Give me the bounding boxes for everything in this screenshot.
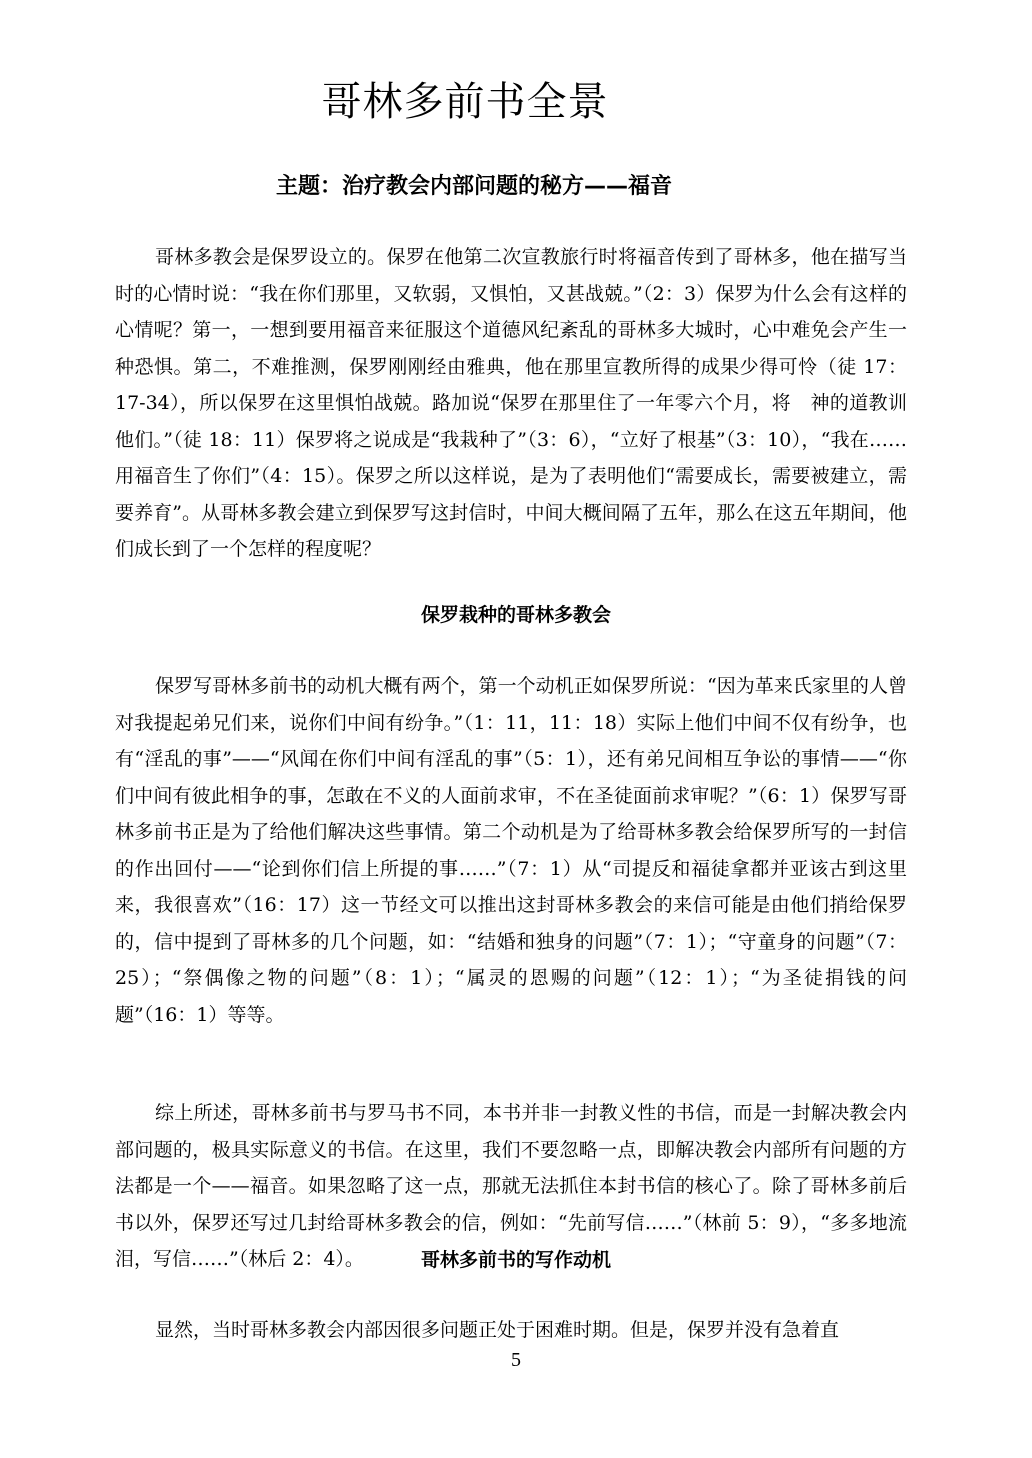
document-title: 哥林多前书全景 [321, 79, 609, 125]
section-heading-1: 保罗栽种的哥林多教会 [420, 604, 611, 626]
section-heading-2: 哥林多前书的写作动机 [420, 1249, 611, 1271]
page-number: 5 [511, 1349, 521, 1371]
paragraph-1: 哥林多教会是保罗设立的。保罗在他第二次宣教旅行时将福音传到了哥林多，他在描写当时的心情时说：“我在你们那里，又软弱，又惧怕，又甚战兢。”（2：3）保罗为什么会有这样的心情呢？第一，一想到要用福音来征服这个道德风纪紊乱的哥林多大城时，心中难免会产生一种恐惧。第二，不难推测，保罗刚刚经由雅典，他在那里宣教所得的成果少得可怜（徒 17：17-34），所以保罗在这里惧怕战兢。路加说“保罗在那里住了一年零六个月，将 神的道教训他们。”（徒 18：11）保罗将之说成是“我栽种了”（3：6），“立好了根基”（3：10），“我在……用福音生了你们”（4：15）。保罗之所以这样说，是为了表明他们“需要成长，需要被建立，需要养育”。从哥林多教会建立到保罗写这封信时，中间大概间隔了五年，那么在这五年期间，他们成长到了一个怎样的程度呢？ [115, 246, 907, 560]
theme-heading: 主题：治疗教会内部问题的秘方——福音 [275, 174, 672, 199]
paragraph-2: 保罗写哥林多前书的动机大概有两个，第一个动机正如保罗所说：“因为革来氏家里的人曾对我提起弟兄们来，说你们中间有纷争。”（1：11，11：18）实际上他们中间不仅有纷争，也有“淫乱的事”——“风闻在你们中间有淫乱的事”（5：1），还有弟兄间相互争讼的事情——“你们中间有彼此相争的事，怎敢在不义的人面前求审，不在圣徒面前求审呢？”（6：1）保罗写哥林多前书正是为了给他们解决这些事情。第二个动机是为了给哥林多教会给保罗所写的一封信的作出回付——“论到你们信上所提的事……”（7：1）从“司提反和福徒拿都并亚该古到这里来，我很喜欢”（16：17）这一节经文可以推出这封哥林多教会的来信可能是由他们捎给保罗的，信中提到了哥林多的几个问题，如：“结婚和独身的问题”（7：1）；“守童身的问题”（7：25）；“祭偶像之物的问题”（8：1）；“属灵的恩赐的问题”（12：1）；“为圣徒捐钱的问题”（16：1）等等。 [115, 675, 907, 1026]
paragraph-4: 显然，当时哥林多教会内部因很多问题正处于困难时期。但是，保罗并没有急着直 [155, 1319, 840, 1341]
paragraph-3: 综上所述，哥林多前书与罗马书不同，本书并非一封教义性的书信，而是一封解决教会内部问题的，极具实际意义的书信。在这里，我们不要忽略一点，即解决教会内部所有问题的方法都是一个——福音。如果忽略了这一点，那就无法抓住本封书信的核心了。除了哥林多前后书以外，保罗还写过几封给哥林多教会的信，例如：“先前写信……”（林前 5：9），“多多地流泪，写信……”（林后 2：4）。 [115, 1102, 907, 1270]
